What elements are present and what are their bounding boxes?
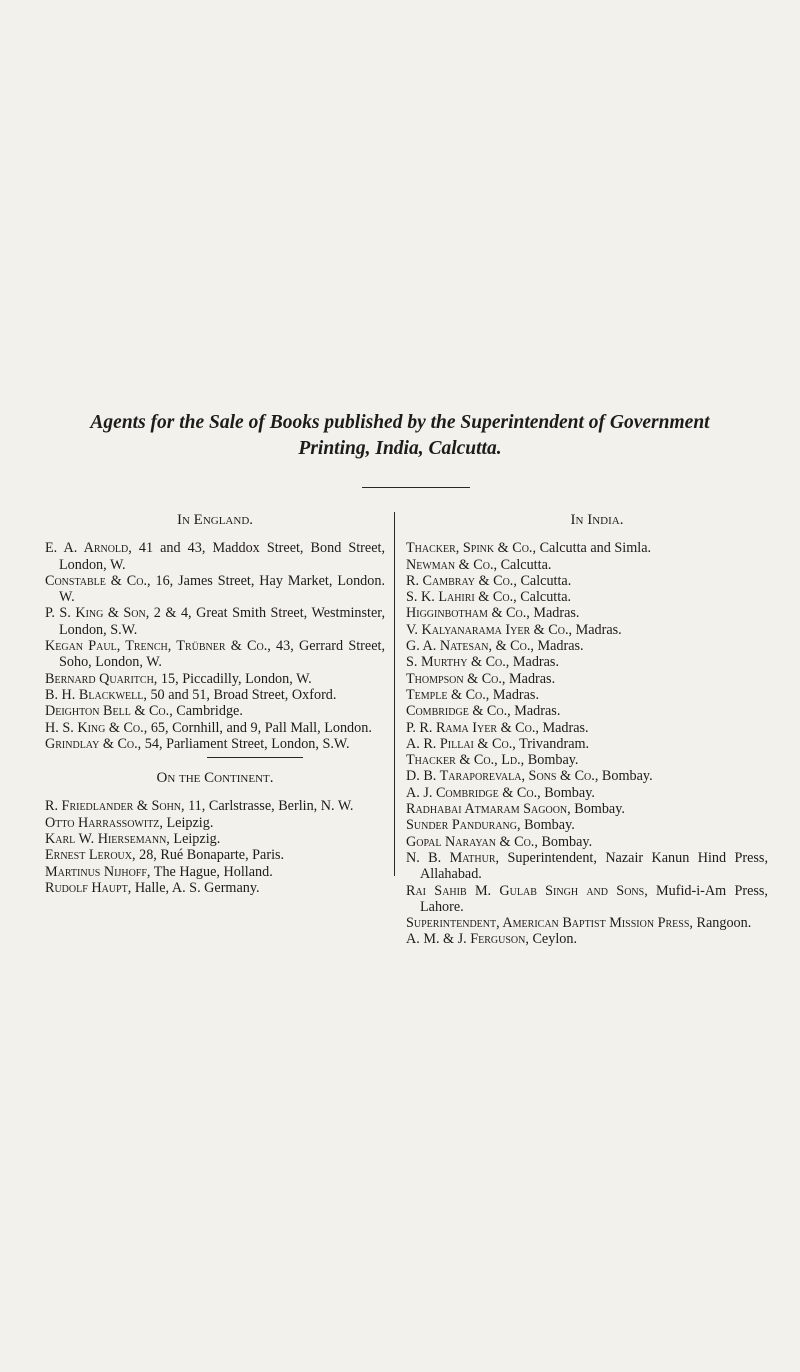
agent-entry: P. R. Rama Iyer & Co., Madras. xyxy=(406,719,589,736)
agent-entry: Thacker & Co., Ld., Bombay. xyxy=(406,752,579,769)
right-column xyxy=(406,512,768,948)
england-list xyxy=(45,540,385,752)
agent-entry: R. Cambray & Co., Calcutta. xyxy=(406,572,572,589)
agent-entry: A. R. Pillai & Co., Trivandram. xyxy=(406,735,590,752)
agent-entry: V. Kalyanarama Iyer & Co., Madras. xyxy=(406,621,622,638)
england-heading: In England. xyxy=(176,512,254,528)
agent-entry: Karl W. Hiersemann, Leipzig. xyxy=(45,831,221,848)
agent-entry: R. Friedlander & Sohn, 11, Carlstrasse, Berlin, N. W. xyxy=(45,798,354,815)
agent-entry: Temple & Co., Madras. xyxy=(406,686,540,703)
agent-entry: Kegan Paul, Trench, Trübner & Co., 43, Gerrard Street, Soho, London, W. xyxy=(45,638,385,671)
agent-entry: Thompson & Co., Madras. xyxy=(406,670,556,687)
agent-entry: Sunder Pandurang, Bombay. xyxy=(406,817,575,834)
agent-entry: Gopal Narayan & Co., Bombay. xyxy=(406,833,593,850)
agent-entry: H. S. King & Co., 65, Cornhill, and 9, Pall Mall, London. xyxy=(45,719,372,736)
agent-entry: A. J. Combridge & Co., Bombay. xyxy=(406,784,595,801)
agent-entry: D. B. Taraporevala, Sons & Co., Bombay. xyxy=(406,768,653,785)
agent-entry: Deighton Bell & Co., Cambridge. xyxy=(45,703,243,720)
section-divider xyxy=(207,757,303,758)
column-divider xyxy=(394,512,395,876)
agent-entry: Higginbotham & Co., Madras. xyxy=(406,605,580,622)
agent-entry: S. Murthy & Co., Madras. xyxy=(406,654,560,671)
title-line-1: Agents for the Sale of Books published by the Superintendent of Government xyxy=(90,412,710,433)
agent-entry: Grindlay & Co., 54, Parliament Street, London, S.W. xyxy=(45,735,350,752)
agent-entry: Thacker, Spink & Co., Calcutta and Simla. xyxy=(406,540,652,557)
india-heading: In India. xyxy=(570,512,624,528)
agent-entry: A. M. & J. Ferguson, Ceylon. xyxy=(406,931,577,948)
continent-heading: On the Continent. xyxy=(156,770,274,787)
agent-entry: Radhabai Atmaram Sagoon, Bombay. xyxy=(406,801,625,818)
agent-entry: G. A. Natesan, & Co., Madras. xyxy=(406,638,584,655)
agent-entry: N. B. Mathur, Superintendent, Nazair Kanun Hind Press, Allahabad. xyxy=(406,849,768,883)
agent-entry: Newman & Co., Calcutta. xyxy=(406,556,552,573)
agent-entry: Martinus Nijhoff, The Hague, Holland. xyxy=(45,863,273,880)
title-line-2: Printing, India, Calcutta. xyxy=(298,438,502,459)
india-list xyxy=(406,540,768,947)
agent-entry: Rudolf Haupt, Halle, A. S. Germany. xyxy=(45,879,260,896)
agent-entry: S. K. Lahiri & Co., Calcutta. xyxy=(406,589,572,606)
agent-entry: Constable & Co., 16, James Street, Hay Market, London. W. xyxy=(45,572,385,606)
left-column xyxy=(45,512,385,896)
title-divider xyxy=(362,487,470,488)
agent-entry: P. S. King & Son, 2 & 4, Great Smith Street, Westminster, London, S.W. xyxy=(45,605,385,638)
agent-entry: B. H. Blackwell, 50 and 51, Broad Street, Oxford. xyxy=(45,686,337,703)
agent-entry: Rai Sahib M. Gulab Singh and Sons, Mufid-i-Am Press, Lahore. xyxy=(406,882,768,915)
agent-entry: Bernard Quaritch, 15, Piccadilly, London, W. xyxy=(45,670,312,687)
agent-entry: Otto Harrassowitz, Leipzig. xyxy=(45,814,214,831)
agent-entry: Combridge & Co., Madras. xyxy=(406,703,561,720)
agent-entry: Superintendent, American Baptist Mission Press, Rangoon. xyxy=(406,915,752,932)
page-title xyxy=(0,410,800,462)
continent-list xyxy=(45,798,385,896)
agent-entry: Ernest Leroux, 28, Rué Bonaparte, Paris. xyxy=(45,847,285,864)
agent-entry: E. A. Arnold, 41 and 43, Maddox Street, Bond Street, London, W. xyxy=(45,540,385,573)
